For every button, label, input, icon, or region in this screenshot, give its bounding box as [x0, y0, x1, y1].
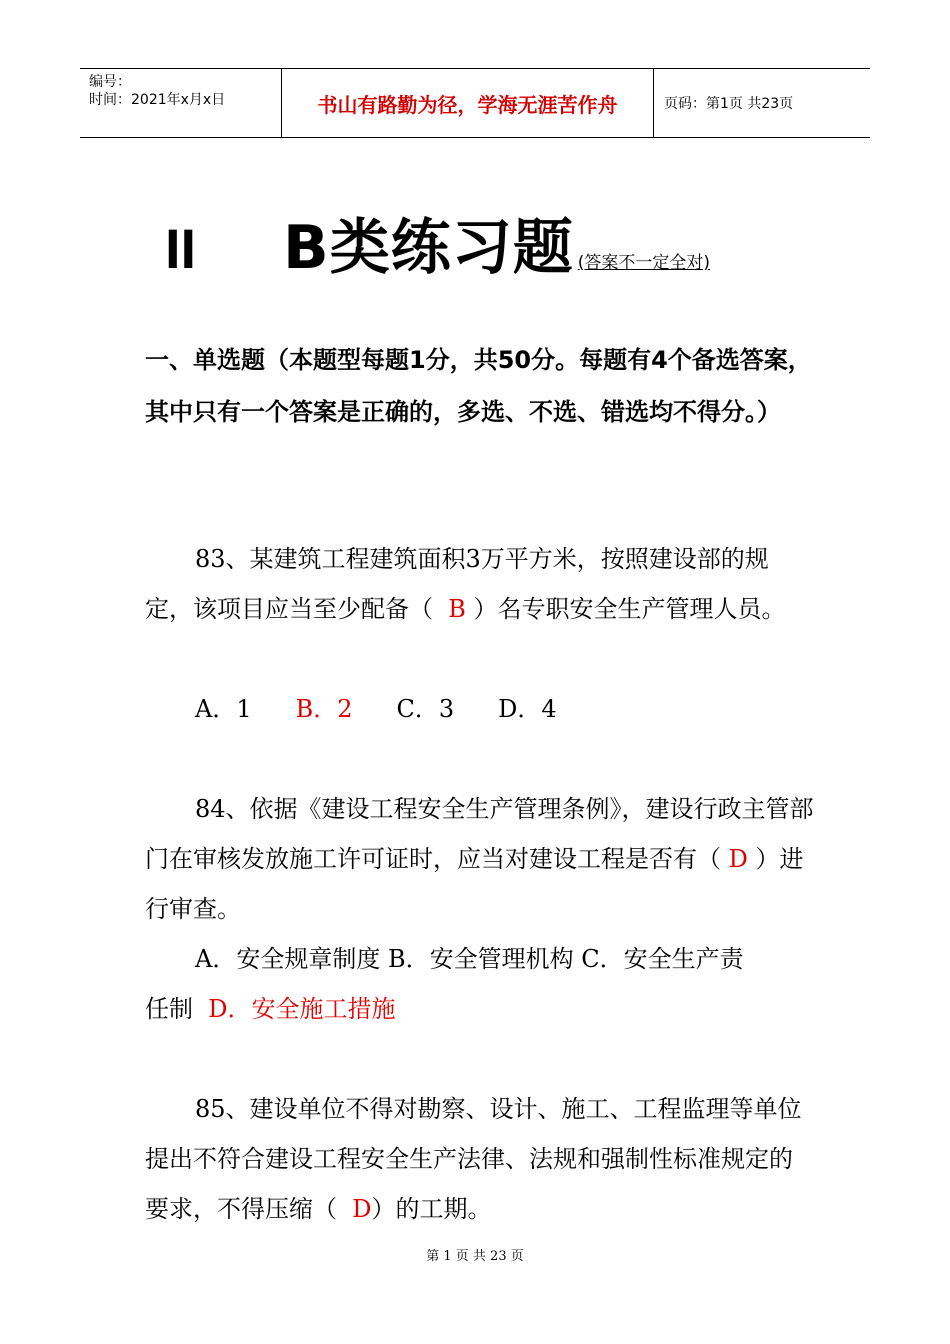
question-84-stem-before: 84、依据《建设工程安全生产管理条例》，建设行政主管部门在审核发放施工许可证时，应当对建设工程是否有（: [145, 795, 814, 873]
question-84-answer: D: [728, 845, 748, 873]
page-title: [165, 200, 710, 286]
page-info-text: 页码：第1页 共23页: [664, 96, 794, 112]
question-83: [145, 534, 815, 634]
code-label: 编号：: [89, 74, 131, 90]
question-83-options: [195, 684, 601, 734]
question-83-answer: B: [448, 595, 466, 623]
title-roman-numeral: II: [165, 217, 197, 280]
question-85-stem-before: 85、建设单位不得对勘察、设计、施工、工程监理等单位提出不符合建设工程安全生产法律、法规和强制性标准规定的要求，不得压缩（: [145, 1095, 802, 1223]
question-85: [145, 1084, 815, 1234]
question-83-option-c: C．3: [396, 695, 455, 723]
question-83-option-d: D．4: [498, 695, 557, 723]
title-note: (答案不一定全对): [577, 253, 710, 273]
question-83-stem-after: ）名专职安全生产管理人员。: [473, 595, 786, 623]
section-heading: 一、单选题（本题型每题1分，共50分。每题有4个备选答案，其中只有一个答案是正确的，多选、不选、错选均不得分。）: [145, 346, 812, 426]
question-84-options-line1: A．安全规章制度 B．安全管理机构 C．安全生产责: [195, 945, 744, 973]
question-83-option-b: B．2: [295, 695, 353, 723]
document-header: [80, 68, 870, 138]
question-84-options: [145, 934, 815, 1034]
question-84-options-line2: [145, 984, 815, 1034]
motto-cell: [282, 69, 654, 137]
page-footer: 第 1 页 共 23 页: [426, 1249, 524, 1264]
time-label: 时间：2021年x月x日: [89, 92, 226, 108]
header-meta-cell: [80, 69, 282, 137]
question-84-option-d: D．安全施工措施: [208, 995, 396, 1023]
question-85-stem-after: ）的工期。: [371, 1195, 492, 1223]
question-84: [145, 784, 815, 934]
question-84-stem-after: ）进行审查。: [145, 845, 804, 923]
question-83-stem-before: 83、某建筑工程建筑面积3万平方米，按照建设部的规定，该项目应当至少配备（: [145, 545, 769, 623]
question-83-option-a: A．1: [195, 695, 252, 723]
question-84-options-line2-prefix: 任制: [145, 995, 193, 1023]
question-85-answer: D: [352, 1195, 372, 1223]
motto-text: 书山有路勤为径，学海无涯苦作舟: [317, 92, 618, 117]
title-main-text: B类练习题: [283, 213, 574, 283]
page-info-cell: [654, 69, 870, 137]
